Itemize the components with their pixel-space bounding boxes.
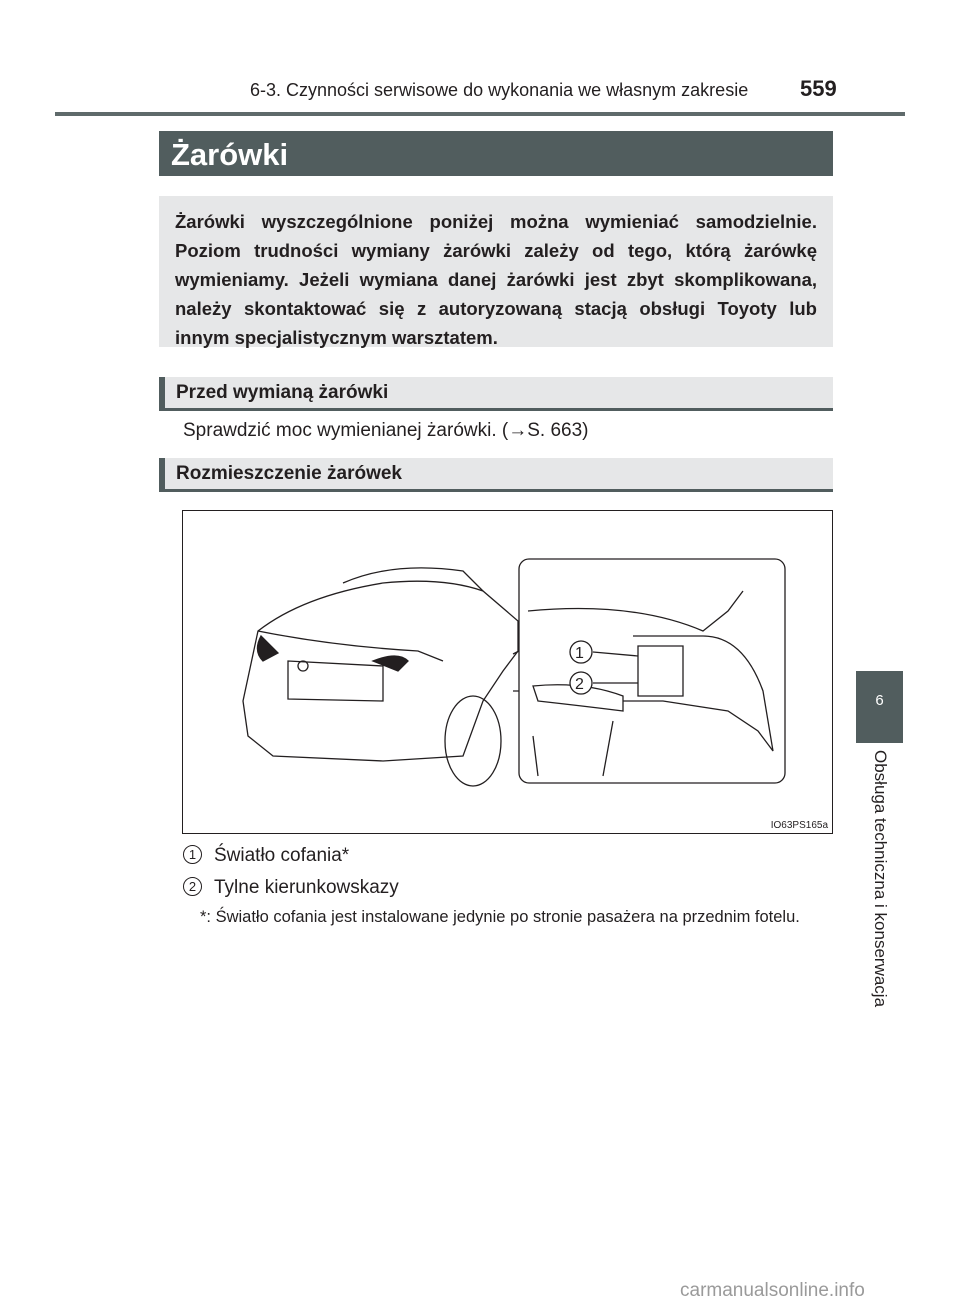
subheading-before-replacement: Przed wymianą żarówki [159,377,833,411]
chapter-label [857,750,902,1050]
intro-box: Żarówki wyszczególnione poniżej można wymieniać samodzielnie. Poziom trudności wymiany żarówki zależy od tego, którą żarówkę wymieniamy. Jeżeli wymiana danej żarówki jest zbyt skomplikowana, należy skontaktować się z autoryzowaną stacją obsługi Toyoty lub innym specjalistycznym warsztatem. [159,196,833,347]
list-item [183,845,349,867]
number-badge: 1 [183,845,202,864]
footnote: *: Światło cofania jest instalowane jedynie po stronie pasażera na przednim fotelu. [200,908,800,926]
watermark: carmanualsonline.info [680,1280,865,1301]
car-rear-illustration [183,511,832,833]
item-label: Tylne kierunkowskazy [214,877,399,898]
subheading-bulb-locations: Rozmieszczenie żarówek [159,458,833,492]
page-title: Żarówki [159,131,833,176]
callout-2: 2 [575,676,584,693]
figure-code: IO63PS165a [770,820,828,831]
header-rule [55,112,905,116]
list-item [183,877,399,899]
number-badge: 2 [183,877,202,896]
callout-1: 1 [575,645,584,662]
item-label: Światło cofania* [214,845,350,866]
page-number: 559 [800,76,837,101]
chapter-label-text: Obsługa techniczna i konserwacja [871,750,890,1008]
section-header: 6-3. Czynności serwisowe do wykonania we własnym zakresie [250,80,749,100]
bulb-location-figure [182,510,833,834]
chapter-tab: 6 [856,671,903,743]
instruction-text: Sprawdzić moc wymienianej żarówki. (→S. 663) [183,420,589,441]
